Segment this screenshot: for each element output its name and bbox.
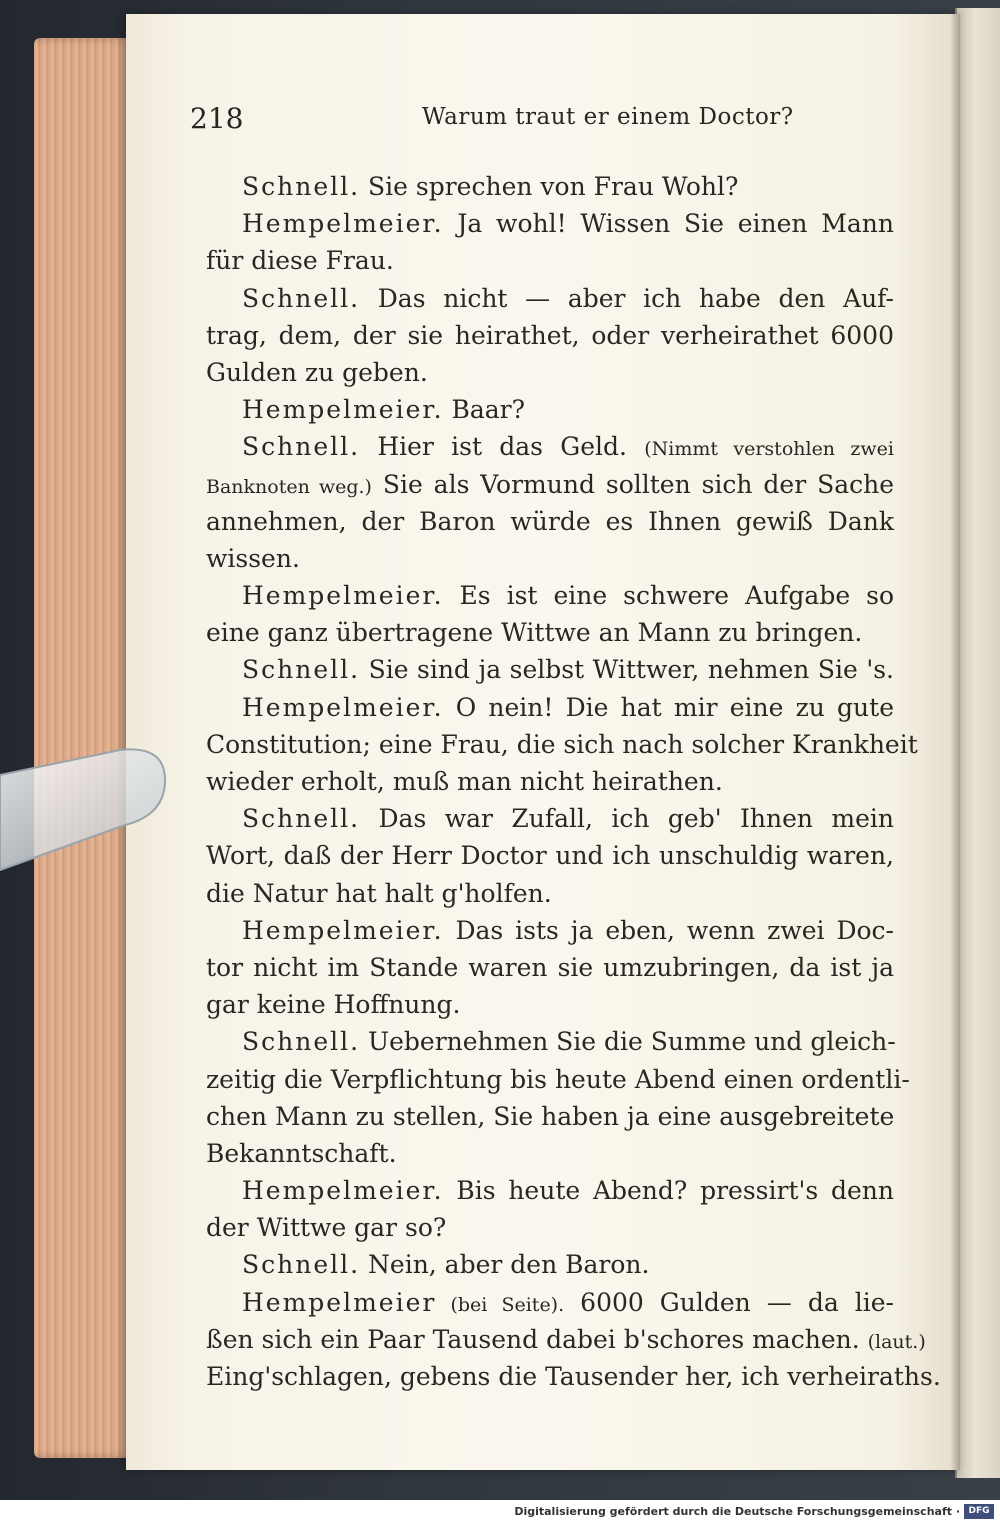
text-line xyxy=(206,1209,894,1246)
line-text: Das war Zufall, ich geb' Ihnen mein xyxy=(360,804,894,834)
line-text: Es ist eine schwere Aufgabe so xyxy=(443,581,894,611)
speaker-name: Hempelmeier. xyxy=(242,581,444,611)
text-line xyxy=(206,763,894,800)
speaker-name: Schnell. xyxy=(242,283,361,313)
speaker-name: Hempelmeier. xyxy=(242,915,444,945)
text-line xyxy=(206,800,894,837)
stage-direction: Banknoten weg.) xyxy=(206,475,372,498)
speaker-name: Schnell. xyxy=(242,1250,361,1280)
text-line xyxy=(206,1172,894,1209)
book-back-cover xyxy=(955,8,1000,1478)
line-text: Wort, daß der Herr Doctor und ich unschuldig waren, xyxy=(206,841,894,871)
scanner-thumb-holder xyxy=(0,745,170,875)
speaker-name: Hempelmeier. xyxy=(242,209,444,239)
line-text: zeitig die Verpflichtung bis heute Abend einen ordentli- xyxy=(206,1064,910,1094)
line-text: eine ganz übertragene Wittwe an Mann zu bringen. xyxy=(206,618,863,648)
running-head: Warum traut er einem Doctor? xyxy=(422,104,794,130)
line-text: Bekanntschaft. xyxy=(206,1138,397,1168)
text-line xyxy=(206,837,894,874)
text-line xyxy=(206,614,894,651)
line-text: annehmen, der Baron würde es Ihnen gewiß Dank xyxy=(206,506,894,536)
text-line xyxy=(206,317,894,354)
footer-bar xyxy=(0,1500,1000,1524)
line-text: die Natur hat halt g'holfen. xyxy=(206,878,552,908)
line-text: Eing'schlagen, gebens die Tausender her, ich verheiraths. xyxy=(206,1362,941,1391)
text-line xyxy=(206,1284,894,1321)
page-number: 218 xyxy=(190,102,244,135)
speaker-name: Schnell. xyxy=(242,432,361,462)
text-line xyxy=(206,1098,894,1135)
speaker-name: Hempelmeier. xyxy=(242,692,444,722)
line-text: der Wittwe gar so? xyxy=(206,1213,447,1243)
speaker-name: Schnell. xyxy=(242,172,361,201)
text-line xyxy=(206,651,894,688)
stage-direction: (Nimmt verstohlen zwei xyxy=(644,438,894,461)
text-line xyxy=(206,503,894,540)
line-text: Ja wohl! Wissen Sie einen Mann xyxy=(443,209,894,239)
line-text: Sie sprechen von Frau Wohl? xyxy=(360,172,739,201)
stage-direction: (laut.) xyxy=(867,1330,926,1353)
text-line xyxy=(206,986,894,1023)
line-text: Sie sind ja selbst Wittwer, nehmen Sie 's. xyxy=(360,655,894,685)
body-text xyxy=(206,168,941,1395)
speaker-name: Hempelmeier. xyxy=(242,395,444,425)
page-fold-shadow xyxy=(950,14,960,1470)
line-text: 6000 Gulden — da lie- xyxy=(564,1287,894,1317)
text-line xyxy=(206,689,894,726)
text-line xyxy=(206,391,894,428)
text-line xyxy=(206,1023,894,1060)
line-text: Das ists ja eben, wenn zwei Doc- xyxy=(443,915,894,945)
line-text: Nein, aber den Baron. xyxy=(360,1250,650,1280)
line-text: Baar? xyxy=(443,395,526,425)
line-text: Constitution; eine Frau, die sich nach solcher Krankheit xyxy=(206,729,918,759)
speaker-name: Hempelmeier. xyxy=(242,1176,444,1206)
book-page xyxy=(126,14,960,1470)
text-line xyxy=(206,949,894,986)
line-text: Uebernehmen Sie die Summe und gleich- xyxy=(360,1027,896,1057)
line-text: wieder erholt, muß man nicht heirathen. xyxy=(206,767,723,796)
text-line xyxy=(206,1246,894,1283)
text-line xyxy=(206,726,918,763)
line-text: trag, dem, der sie heirathet, oder verheirathet 6000 xyxy=(206,320,894,350)
line-text: O nein! Die hat mir eine zu gute xyxy=(443,692,894,722)
speaker-name: Schnell. xyxy=(242,655,361,685)
text-line xyxy=(206,168,894,205)
text-line xyxy=(206,1321,926,1358)
text-line xyxy=(206,577,894,614)
dfg-logo: DFG xyxy=(964,1504,994,1519)
text-line xyxy=(206,466,894,503)
text-line xyxy=(206,1061,910,1098)
text-line xyxy=(206,242,894,279)
line-text: Sie als Vormund sollten sich der Sache xyxy=(371,469,894,499)
speaker-name: Schnell. xyxy=(242,804,361,834)
text-line xyxy=(206,354,894,391)
stage-direction: (bei Seite). xyxy=(436,1293,565,1316)
line-text: wissen. xyxy=(206,543,300,573)
footer-credit: Digitalisierung gefördert durch die Deutsche Forschungsgemeinschaft · xyxy=(514,1505,960,1518)
page-header xyxy=(190,102,910,142)
text-line xyxy=(206,205,894,242)
text-line xyxy=(206,1135,894,1172)
text-line xyxy=(206,1358,941,1395)
line-text: ßen sich ein Paar Tausend dabei b'schores machen. xyxy=(206,1324,868,1354)
line-text: gar keine Hoffnung. xyxy=(206,990,461,1020)
text-line xyxy=(206,428,894,465)
line-text: Gulden zu geben. xyxy=(206,357,428,387)
speaker-name: Schnell. xyxy=(242,1027,361,1057)
line-text: Hier ist das Geld. xyxy=(360,432,645,462)
speaker-name: Hempelmeier xyxy=(242,1287,437,1317)
line-text: Bis heute Abend? pressirt's denn xyxy=(443,1176,894,1206)
text-line xyxy=(206,540,894,577)
text-line xyxy=(206,875,894,912)
line-text: für diese Frau. xyxy=(206,246,394,276)
line-text: tor nicht im Stande waren sie umzubringen, da ist ja xyxy=(206,952,894,982)
line-text: chen Mann zu stellen, Sie haben ja eine ausgebreitete xyxy=(206,1101,895,1131)
line-text: Das nicht — aber ich habe den Auf- xyxy=(360,283,894,313)
text-line xyxy=(206,280,894,317)
text-line xyxy=(206,912,894,949)
